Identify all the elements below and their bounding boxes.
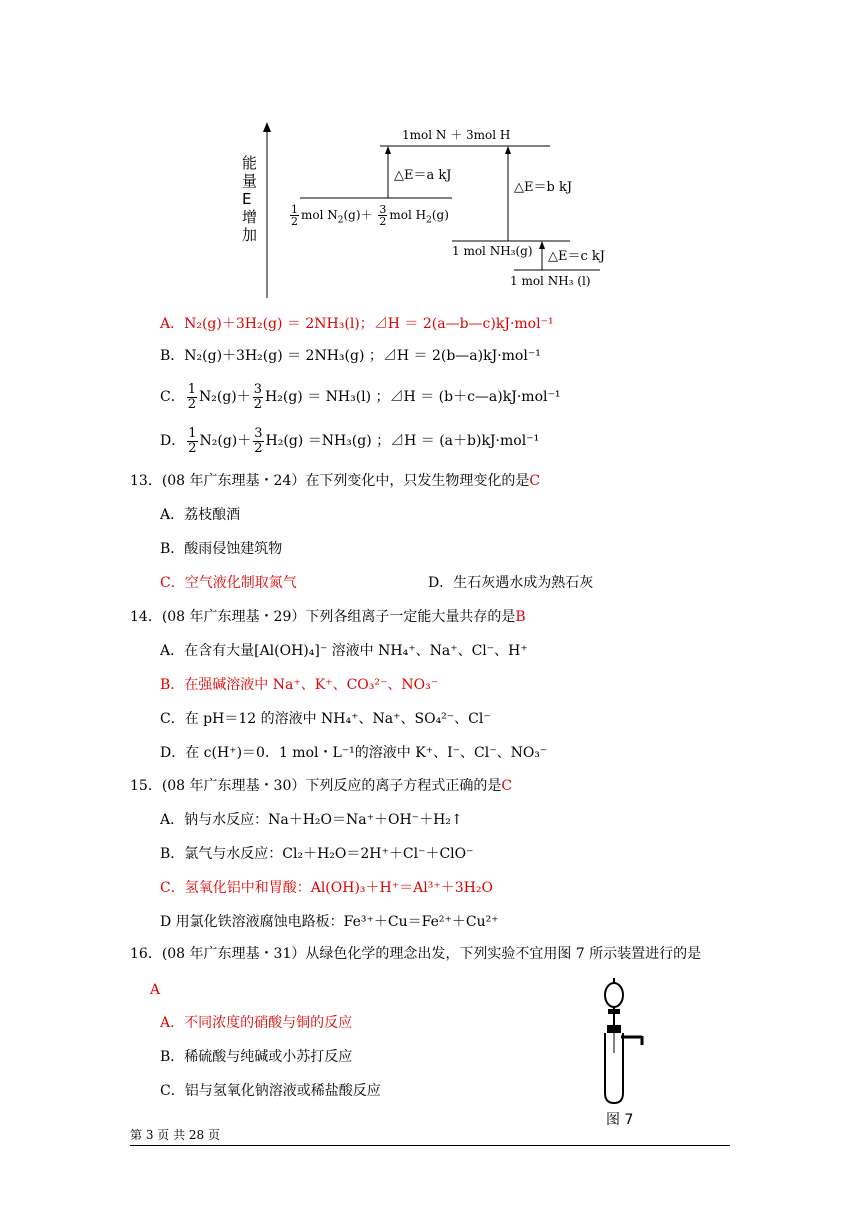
y-axis-label: 能量E增加 <box>242 154 258 244</box>
footer-rule <box>130 1145 730 1146</box>
q13-option-a: A．荔枝酿酒 <box>160 507 241 523</box>
q14-answer: B <box>515 609 526 625</box>
q12-option-d: D． $\frac{1}{2}$ N₂(g)＋ $\frac{3}{2}$ H₂(g) ＝NH₃(g) ；⊿H ＝ (a＋b)kJ·mol⁻¹ <box>160 425 540 456</box>
q12-option-a: A．N₂(g)＋3H₂(g) ＝ 2NH₃(l)；⊿H ＝ 2(a—b—c)kJ·mol⁻¹ <box>160 316 554 332</box>
q16-option-b: B．稀硫酸与纯碱或小苏打反应 <box>160 1049 353 1065</box>
q15-answer: C <box>501 778 513 794</box>
q14-option-c: C．在 pH＝12 的溶液中 NH₄⁺、Na⁺、SO₄²⁻、Cl⁻ <box>160 711 491 727</box>
nh3-gas-label: 1 mol NH₃(g) <box>452 244 533 258</box>
q14-option-b: B．在强碱溶液中 Na⁺、K⁺、CO₃²⁻、NO₃⁻ <box>160 677 439 693</box>
q16-stem: 16．(08 年广东理基・31）从绿色化学的理念出发，下列实验不宜用图 7 所示装置进行的是 <box>130 946 702 962</box>
nh3-liquid-label: 1 mol NH₃ (l) <box>510 274 591 288</box>
page-footer: 第 3 页 共 28 页 <box>130 1128 220 1142</box>
reactants-label: $\frac{1}{2}$ mol $N_2(g)+$ $\frac{3}{2}$ mol $H_2(g)$ <box>291 203 449 228</box>
q16-option-c: C．铝与氢氧化钠溶液或稀盐酸反应 <box>160 1083 381 1099</box>
q14-stem: 14．(08 年广东理基・29）下列各组离子一定能大量共存的是B <box>130 609 526 625</box>
top-level-label: 1mol N ＋ 3mol H <box>402 128 511 142</box>
q15-option-a: A．钠与水反应：Na＋H₂O＝Na⁺＋OH⁻＋H₂↑ <box>160 812 463 828</box>
q12-option-c: C． $\frac{1}{2}$ N₂(g)＋ $\frac{3}{2}$ H₂(g) ＝ NH₃(l) ；⊿H ＝ (b＋c—a)kJ·mol⁻¹ <box>160 381 561 412</box>
q15-option-c: C．氢氧化铝中和胃酸：Al(OH)₃＋H⁺＝Al³⁺＋3H₂O <box>160 880 493 896</box>
q12-option-b: B．N₂(g)＋3H₂(g) ＝ 2NH₃(g) ；⊿H ＝ 2(b—a)kJ·mol⁻¹ <box>160 348 541 364</box>
q16-answer: A <box>150 982 161 998</box>
q13-stem: 13．(08 年广东理基・24）在下列变化中，只发生物理变化的是C <box>130 473 541 489</box>
delta-e-c-label: △E＝c kJ <box>548 249 605 264</box>
q15-option-b: B．氯气与水反应：Cl₂＋H₂O＝2H⁺＋Cl⁻＋ClO⁻ <box>160 846 474 862</box>
apparatus-drawing <box>590 975 660 1115</box>
q13-option-d: D．生石灰遇水成为熟石灰 <box>428 575 594 591</box>
figure-7 <box>590 975 660 1135</box>
energy-diagram <box>230 120 630 305</box>
q14-option-d: D．在 c(H⁺)＝0．1 mol・L⁻¹的溶液中 K⁺、I⁻、Cl⁻、NO₃⁻ <box>160 745 548 761</box>
q13-option-c: C．空气液化制取氮气 <box>160 575 297 591</box>
delta-e-a-label: △E＝a kJ <box>394 168 452 183</box>
q14-option-a: A．在含有大量[Al(OH)₄]⁻ 溶液中 NH₄⁺、Na⁺、Cl⁻、H⁺ <box>160 643 528 659</box>
q15-stem: 15．(08 年广东理基・30）下列反应的离子方程式正确的是C <box>130 778 513 794</box>
figure-7-label: 图 7 <box>606 1112 634 1128</box>
q16-option-a: A．不同浓度的硝酸与铜的反应 <box>160 1015 353 1031</box>
q13-option-b: B．酸雨侵蚀建筑物 <box>160 541 283 557</box>
delta-e-b-label: △E＝b kJ <box>514 180 573 195</box>
q13-answer: C <box>529 473 541 489</box>
q15-option-d: D 用氯化铁溶液腐蚀电路板：Fe³⁺＋Cu＝Fe²⁺＋Cu²⁺ <box>160 914 499 930</box>
